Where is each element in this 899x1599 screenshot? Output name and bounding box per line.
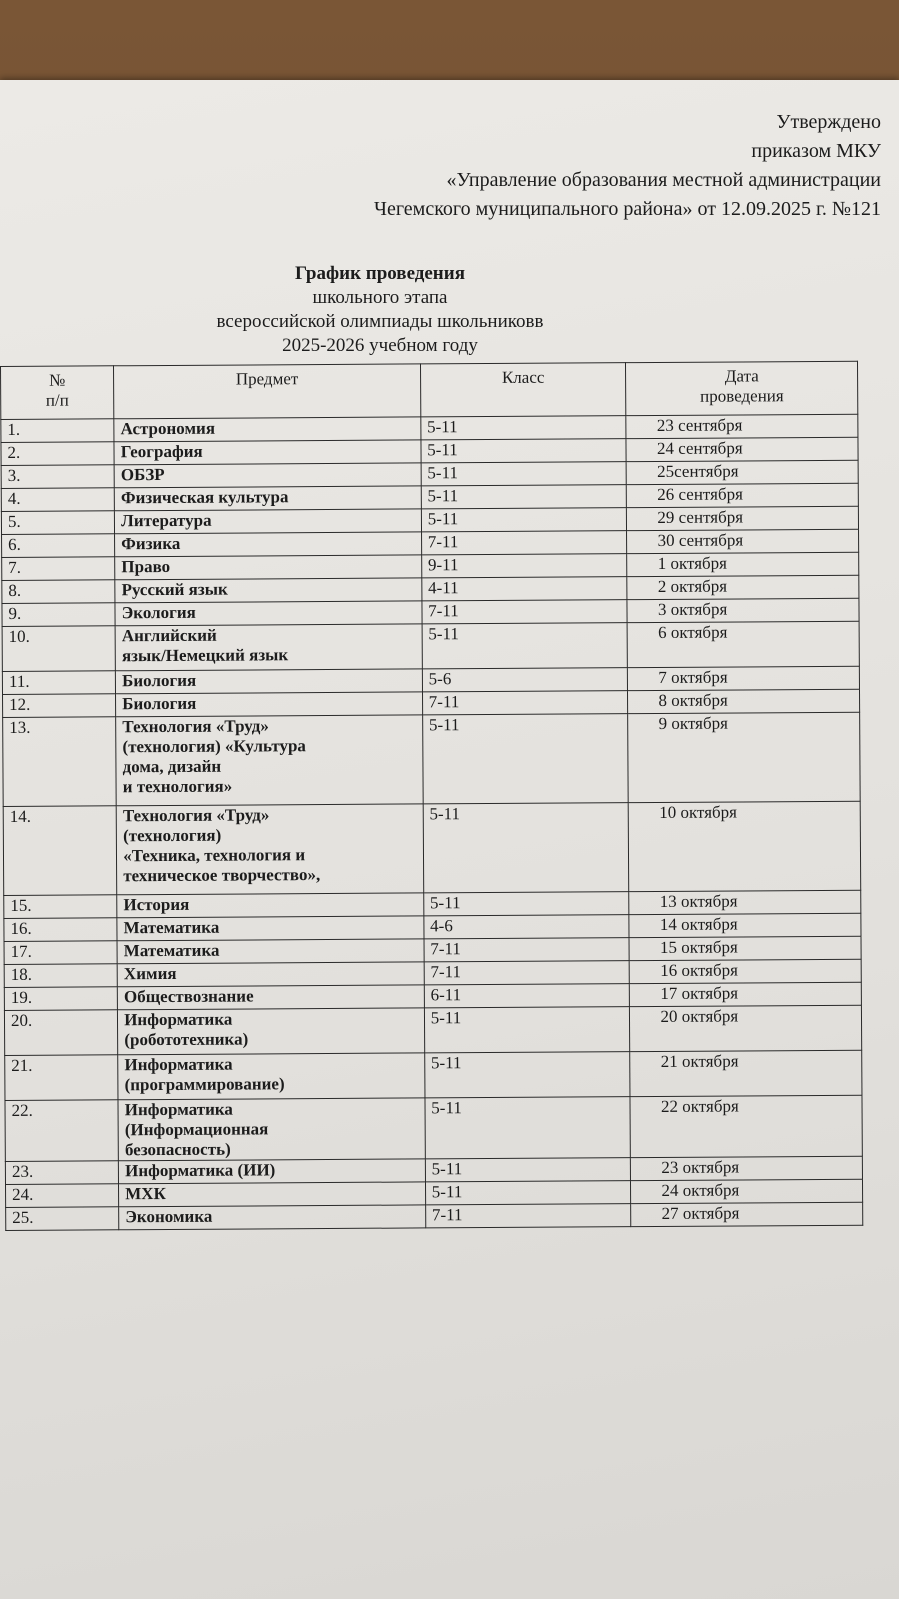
subject-line: Биология [122,670,197,691]
heading-line-4: 2025-2026 учебном году [282,335,478,356]
subject-line: Экономика [125,1206,213,1227]
row-subject [119,1159,426,1184]
heading-line-3: всероссийской олимпиады школьниковв [216,311,544,332]
row-date: 17 октября [630,982,862,1006]
row-date: 21 октября [630,1050,862,1096]
row-class: 7-11 [421,531,627,555]
table-row [3,801,861,895]
subject-line: География [120,441,203,462]
row-subject [117,893,424,918]
row-number: 4. [1,488,114,512]
row-number: 5. [1,511,114,535]
subject-line: Литература [121,510,212,531]
row-date: 23 сентября [626,414,858,438]
row-subject [118,1008,425,1055]
table-body [1,414,863,1230]
subject-line: Экология [121,602,196,623]
row-number: 18. [4,964,117,988]
row-date: 27 октября [631,1202,863,1226]
row-subject [115,601,422,626]
subject-line: Информатика [124,1054,233,1075]
olympiad-schedule-table [0,361,863,1231]
row-number: 2. [1,442,114,466]
header-class: Класс [420,363,626,417]
subject-line: Биология [122,693,197,714]
subject-line: (технология) [122,825,222,846]
approval-line-2: приказом МКУ [751,140,881,162]
row-class: 5-11 [423,892,629,916]
document-title: График проведения [295,263,465,284]
row-subject [114,463,421,488]
row-number: 20. [4,1010,117,1056]
row-class: 6-11 [424,984,630,1008]
subject-line: язык/Немецкий язык [121,645,289,666]
row-class: 5-11 [421,485,627,509]
row-subject [117,962,424,987]
row-date: 8 октября [628,689,860,713]
subject-line: Химия [123,963,177,984]
row-date: 6 октября [628,621,860,667]
row-date: 7 октября [628,666,860,690]
subject-line: Информатика [124,1099,233,1120]
row-number: 7. [2,557,115,581]
subject-line: безопасность) [124,1139,231,1160]
row-subject [118,1098,425,1161]
row-number: 13. [3,717,117,807]
table-row [5,1095,862,1161]
subject-line: (технология) «Культура [122,736,306,757]
row-subject [114,440,421,465]
row-date: 16 октября [630,959,862,983]
subject-line: Английский [121,625,217,646]
subject-line: Математика [123,917,220,938]
row-class: 7-11 [424,938,630,962]
row-number: 10. [2,626,115,672]
subject-line: МХК [125,1184,166,1204]
row-class: 5-11 [425,1181,631,1205]
row-date: 24 сентября [626,437,858,461]
row-subject [115,532,422,557]
row-date: 9 октября [628,712,860,802]
row-subject [115,624,422,671]
subject-line: Технология «Труд» [122,716,269,737]
row-date: 22 октября [630,1095,862,1157]
row-date: 30 сентября [627,529,859,553]
heading-line-2: школьного этапа [312,287,448,308]
approval-line-1: Утверждено [776,111,881,133]
row-date: 24 октября [631,1179,863,1203]
document-heading [150,262,610,358]
row-date: 15 октября [629,936,861,960]
row-date: 10 октября [629,801,861,891]
row-number: 24. [5,1184,118,1208]
row-subject [119,1205,426,1230]
row-date: 3 октября [627,598,859,622]
row-class: 5-11 [424,1052,630,1098]
row-number: 21. [5,1055,118,1101]
row-class: 7-11 [425,1204,631,1228]
header-date [626,361,858,415]
row-class: 4-6 [424,915,630,939]
row-class: 7-11 [422,600,628,624]
subject-line: Физика [121,533,181,554]
subject-line: (робототехника) [124,1029,249,1050]
approval-line-3: «Управление образования местной администрации [446,169,881,191]
row-number: 11. [2,671,115,695]
table-row [2,621,859,671]
subject-line: техническое творчество», [123,865,321,886]
row-class: 5-6 [422,668,628,692]
row-number: 15. [4,895,117,919]
row-date: 1 октября [627,552,859,576]
subject-line: Астрономия [120,418,216,439]
approval-stamp [374,108,881,224]
row-subject [118,1053,425,1100]
row-subject [119,1182,426,1207]
row-number: 9. [2,603,115,627]
header-number-line-1: № [48,370,66,390]
row-class: 5-11 [422,714,628,804]
row-number: 14. [3,806,117,896]
row-class: 5-11 [423,803,629,893]
row-number: 16. [4,918,117,942]
subject-line: Технология «Труд» [122,805,270,826]
row-subject [116,715,423,806]
row-number: 19. [4,987,117,1011]
header-number-line-2: п/п [45,390,69,410]
header-number [1,366,114,420]
row-class: 4-11 [422,577,628,601]
header-date-line-2: проведения [700,386,784,406]
row-number: 6. [2,534,115,558]
table-row [6,1202,863,1230]
row-number: 3. [1,465,114,489]
row-subject [116,692,423,717]
row-subject [115,578,422,603]
subject-line: (Информационная [124,1119,269,1140]
row-subject [114,486,421,511]
row-number: 22. [5,1100,119,1162]
subject-line: История [123,894,190,915]
row-subject [114,417,421,442]
row-class: 5-11 [422,623,628,669]
row-date: 23 октября [631,1156,863,1180]
row-date: 25сентября [627,460,859,484]
subject-line: и технология» [122,776,233,797]
row-date: 29 сентября [627,506,859,530]
table-row [5,1050,862,1100]
subject-line: Информатика [124,1009,233,1030]
row-class: 7-11 [422,691,628,715]
row-number: 1. [1,419,114,443]
subject-line: Русский язык [121,579,228,600]
table-header-row [1,361,858,419]
subject-line: Право [121,556,171,577]
row-number: 8. [2,580,115,604]
row-class: 7-11 [424,961,630,985]
row-subject [117,916,424,941]
row-class: 9-11 [421,554,627,578]
row-date: 2 октября [627,575,859,599]
row-class: 5-11 [421,439,627,463]
row-subject [115,555,422,580]
subject-line: дома, дизайн [122,756,222,777]
row-date: 20 октября [630,1005,862,1051]
row-date: 14 октября [629,913,861,937]
subject-line: «Техника, технология и [123,845,306,866]
row-class: 5-11 [425,1097,631,1159]
header-subject: Предмет [114,364,421,419]
row-class: 5-11 [421,416,627,440]
row-subject [116,804,423,895]
table-row [3,712,861,806]
subject-line: Физическая культура [120,487,289,508]
row-number: 25. [6,1207,119,1231]
row-class: 5-11 [424,1007,630,1053]
table-row [4,1005,861,1055]
row-date: 13 октября [629,890,861,914]
subject-line: ОБЗР [120,464,165,485]
row-class: 5-11 [425,1158,631,1182]
subject-line: Информатика (ИИ) [125,1160,276,1181]
subject-line: Математика [123,940,220,961]
row-number: 12. [3,694,116,718]
row-number: 23. [5,1161,118,1185]
header-date-line-1: Дата [724,366,759,386]
row-subject [116,669,423,694]
subject-line: Обществознание [123,986,254,1007]
row-subject [115,509,422,534]
row-class: 5-11 [421,508,627,532]
row-class: 5-11 [421,462,627,486]
approval-line-4: Чегемского муниципального района» от 12.09.2025 г. №121 [373,198,881,220]
row-subject [117,985,424,1010]
subject-line: (программирование) [124,1074,285,1095]
row-number: 17. [4,941,117,965]
row-subject [117,939,424,964]
row-date: 26 сентября [627,483,859,507]
